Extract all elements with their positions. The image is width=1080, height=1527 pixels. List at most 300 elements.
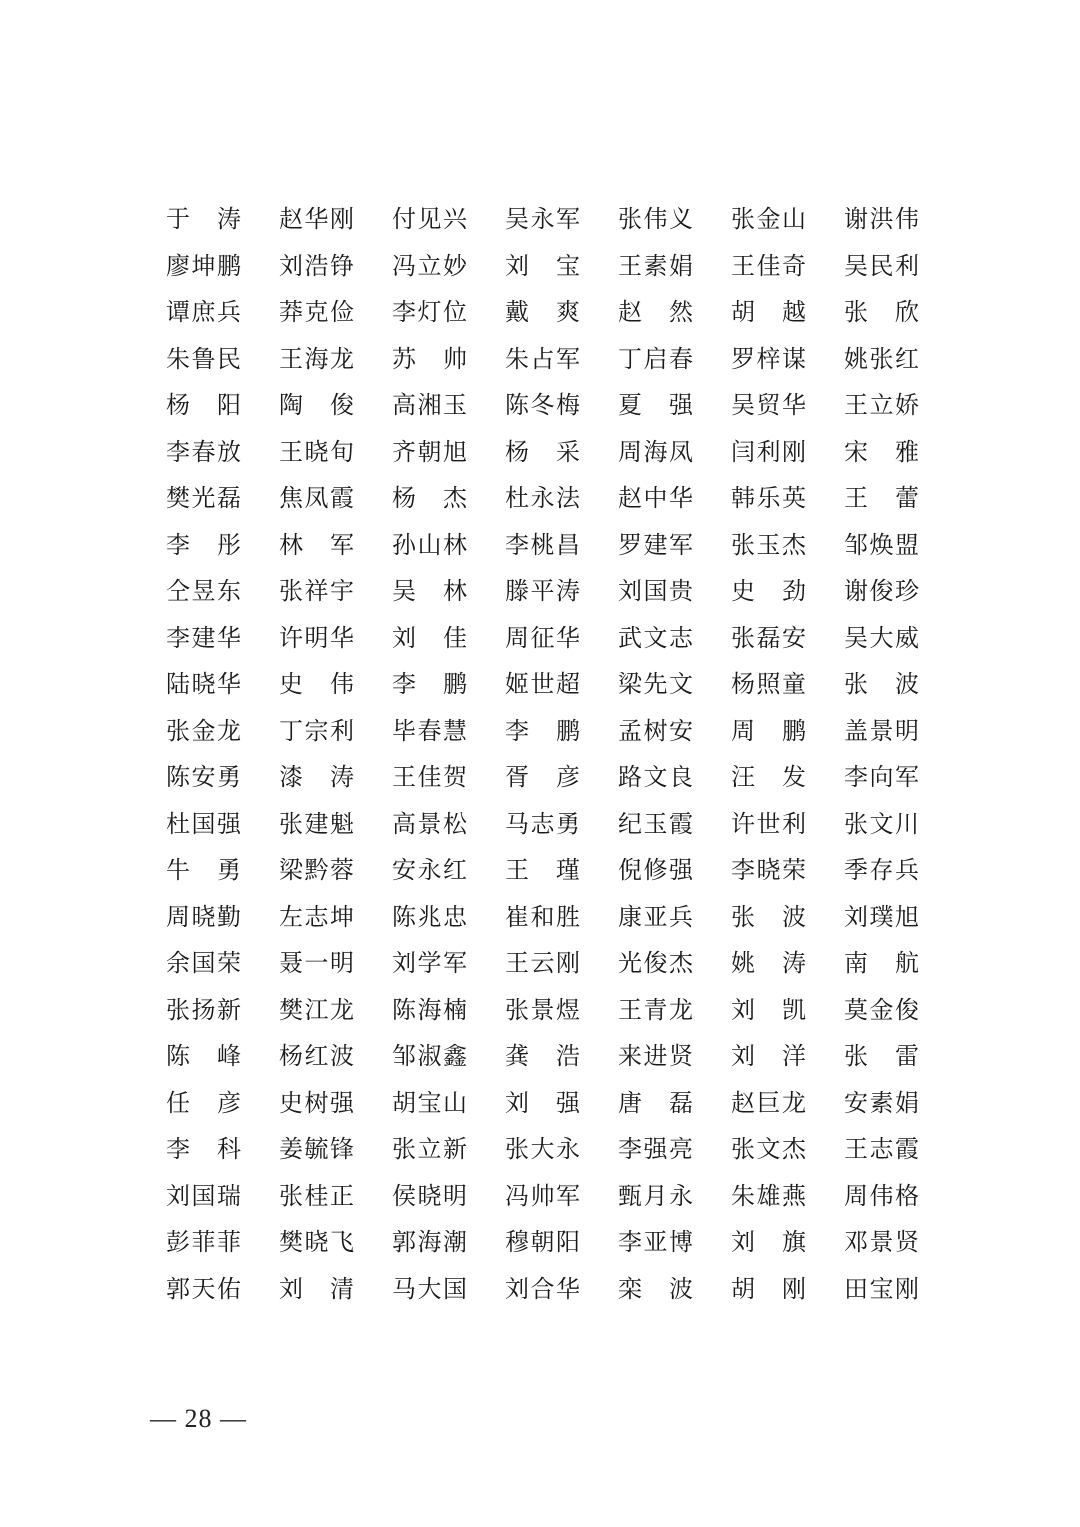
name-entry: [505, 847, 618, 893]
name-text: 张 磊 安: [731, 623, 806, 652]
name-entry: [166, 1080, 279, 1126]
name-text: 夏 强: [618, 391, 693, 420]
name-text: 刘 宝: [505, 251, 580, 280]
name-entry: [279, 1080, 392, 1126]
name-text: 陆 晓 华: [166, 670, 241, 699]
name-entry: [505, 1173, 618, 1219]
name-text: 周 海 凤: [618, 437, 693, 466]
name-text: 刘 璞 旭: [844, 902, 919, 931]
name-entry: [392, 196, 505, 242]
name-entry: [166, 1219, 279, 1265]
name-text: 胡 刚: [731, 1274, 806, 1303]
name-entry: [844, 289, 957, 335]
name-text: 张 金 龙: [166, 716, 241, 745]
name-text: 安 素 娟: [844, 1088, 919, 1117]
name-entry: [279, 1126, 392, 1172]
name-text: 南 航: [844, 949, 919, 978]
name-entry: [844, 243, 957, 289]
name-text: 滕 平 涛: [505, 577, 580, 606]
name-entry: [505, 1126, 618, 1172]
name-text: 朱 鲁 民: [166, 344, 241, 373]
name-text: 胡 越: [731, 298, 806, 327]
name-text: 宋 雅: [844, 437, 919, 466]
name-text: 李 鹏: [392, 670, 467, 699]
name-text: 李 春 放: [166, 437, 241, 466]
name-entry: [844, 708, 957, 754]
name-entry: [392, 336, 505, 382]
name-row: [166, 661, 926, 708]
name-entry: [392, 1033, 505, 1079]
name-entry: [392, 708, 505, 754]
name-text: 左 志 坤: [279, 902, 354, 931]
name-entry: [279, 847, 392, 893]
name-entry: [166, 894, 279, 940]
name-row: [166, 1033, 926, 1080]
name-text: 李 鹏: [505, 716, 580, 745]
name-entry: [392, 894, 505, 940]
name-text: 史 劲: [731, 577, 806, 606]
name-entry: [392, 429, 505, 475]
name-text: 朱 雄 燕: [731, 1181, 806, 1210]
name-entry: [731, 1219, 844, 1265]
name-entry: [618, 661, 731, 707]
name-entry: [279, 1219, 392, 1265]
name-entry: [166, 336, 279, 382]
name-entry: [618, 475, 731, 521]
name-text: 李 灯 位: [392, 298, 467, 327]
name-entry: [279, 801, 392, 847]
name-text: 邹 焕 盟: [844, 530, 919, 559]
name-entry: [844, 196, 957, 242]
name-text: 杜 永 法: [505, 484, 580, 513]
name-text: 崔 和 胜: [505, 902, 580, 931]
name-entry: [392, 1173, 505, 1219]
name-text: 吴 林: [392, 577, 467, 606]
name-entry: [392, 475, 505, 521]
name-text: 戴 爽: [505, 298, 580, 327]
name-text: 余 国 荣: [166, 949, 241, 978]
name-row: [166, 1126, 926, 1173]
name-entry: [166, 196, 279, 242]
name-text: 张 波: [731, 902, 806, 931]
name-text: 焦 凤 霞: [279, 484, 354, 513]
name-entry: [844, 661, 957, 707]
name-entry: [166, 1266, 279, 1312]
name-row: [166, 754, 926, 801]
name-entry: [166, 1033, 279, 1079]
name-entry: [279, 1173, 392, 1219]
name-entry: [618, 1266, 731, 1312]
name-text: 张 波: [844, 670, 919, 699]
name-entry: [844, 382, 957, 428]
name-text: 高 湘 玉: [392, 391, 467, 420]
name-entry: [618, 1126, 731, 1172]
name-text: 张 雷: [844, 1042, 919, 1071]
name-entry: [505, 615, 618, 661]
name-text: 王 立 娇: [844, 391, 919, 420]
name-entry: [279, 522, 392, 568]
name-entry: [279, 382, 392, 428]
name-text: 张 欣: [844, 298, 919, 327]
name-entry: [279, 475, 392, 521]
name-entry: [505, 1266, 618, 1312]
name-text: 胡 宝 山: [392, 1088, 467, 1117]
name-entry: [844, 894, 957, 940]
name-text: 龚 浩: [505, 1042, 580, 1071]
name-text: 刘 旗: [731, 1228, 806, 1257]
name-entry: [505, 894, 618, 940]
name-entry: [618, 196, 731, 242]
name-entry: [731, 661, 844, 707]
name-entry: [618, 568, 731, 614]
name-text: 刘 国 瑞: [166, 1181, 241, 1210]
name-text: 杨 杰: [392, 484, 467, 513]
name-text: 姜 毓 锋: [279, 1135, 354, 1164]
name-row: [166, 1080, 926, 1127]
name-text: 王 志 霞: [844, 1135, 919, 1164]
name-entry: [618, 615, 731, 661]
name-text: 付 见 兴: [392, 205, 467, 234]
name-text: 仝 昱 东: [166, 577, 241, 606]
name-entry: [279, 568, 392, 614]
name-entry: [731, 568, 844, 614]
name-row: [166, 1173, 926, 1220]
name-text: 侯 晓 明: [392, 1181, 467, 1210]
name-text: 倪 修 强: [618, 856, 693, 885]
name-entry: [392, 987, 505, 1033]
name-text: 武 文 志: [618, 623, 693, 652]
name-row: [166, 1266, 926, 1313]
name-entry: [392, 615, 505, 661]
name-entry: [731, 801, 844, 847]
name-text: 马 志 勇: [505, 809, 580, 838]
name-text: 莽 克 俭: [279, 298, 354, 327]
name-row: [166, 568, 926, 615]
name-text: 张 景 煜: [505, 995, 580, 1024]
name-entry: [618, 336, 731, 382]
name-entry: [731, 615, 844, 661]
name-entry: [618, 940, 731, 986]
name-text: 漆 涛: [279, 763, 354, 792]
name-text: 吴 大 威: [844, 623, 919, 652]
name-entry: [279, 243, 392, 289]
name-text: 朱 占 军: [505, 344, 580, 373]
name-entry: [844, 801, 957, 847]
name-text: 丁 启 春: [618, 344, 693, 373]
name-text: 田 宝 刚: [844, 1274, 919, 1303]
name-text: 罗 建 军: [618, 530, 693, 559]
name-entry: [731, 894, 844, 940]
name-entry: [505, 987, 618, 1033]
name-entry: [505, 336, 618, 382]
name-text: 赵 中 华: [618, 484, 693, 513]
name-row: [166, 382, 926, 429]
name-entry: [844, 475, 957, 521]
name-text: 周 鹏: [731, 716, 806, 745]
name-text: 王 蕾: [844, 484, 919, 513]
name-text: 王 晓 旬: [279, 437, 354, 466]
name-entry: [392, 243, 505, 289]
name-text: 丁 宗 利: [279, 716, 354, 745]
name-entry: [844, 1033, 957, 1079]
name-text: 胥 彦: [505, 763, 580, 792]
name-entry: [731, 987, 844, 1033]
name-entry: [844, 1219, 957, 1265]
name-entry: [505, 1219, 618, 1265]
name-entry: [166, 754, 279, 800]
name-text: 彭 菲 菲: [166, 1228, 241, 1257]
name-entry: [844, 754, 957, 800]
name-entry: [279, 336, 392, 382]
name-text: 樊 江 龙: [279, 995, 354, 1024]
name-text: 姚 涛: [731, 949, 806, 978]
name-text: 李 科: [166, 1135, 241, 1164]
name-list-grid: [166, 196, 926, 1312]
name-entry: [618, 847, 731, 893]
name-text: 张 文 川: [844, 809, 919, 838]
name-row: [166, 708, 926, 755]
name-entry: [505, 568, 618, 614]
name-text: 任 彦: [166, 1088, 241, 1117]
name-text: 杨 阳: [166, 391, 241, 420]
name-text: 李 建 华: [166, 623, 241, 652]
name-entry: [166, 243, 279, 289]
name-entry: [392, 1219, 505, 1265]
name-text: 姚 张 红: [844, 344, 919, 373]
name-entry: [844, 940, 957, 986]
name-text: 陈 冬 梅: [505, 391, 580, 420]
name-entry: [844, 1080, 957, 1126]
name-entry: [166, 661, 279, 707]
name-text: 来 进 贤: [618, 1042, 693, 1071]
name-row: [166, 940, 926, 987]
name-text: 聂 一 明: [279, 949, 354, 978]
name-entry: [279, 987, 392, 1033]
name-entry: [279, 615, 392, 661]
name-entry: [505, 196, 618, 242]
name-text: 刘 洋: [731, 1042, 806, 1071]
name-text: 王 佳 奇: [731, 251, 806, 280]
name-text: 邹 淑 鑫: [392, 1042, 467, 1071]
name-entry: [279, 940, 392, 986]
name-entry: [166, 940, 279, 986]
name-text: 高 景 松: [392, 809, 467, 838]
name-entry: [166, 568, 279, 614]
name-text: 康 亚 兵: [618, 902, 693, 931]
name-text: 牛 勇: [166, 856, 241, 885]
name-text: 王 海 龙: [279, 344, 354, 373]
name-entry: [505, 243, 618, 289]
name-text: 郭 天 佑: [166, 1274, 241, 1303]
name-entry: [505, 429, 618, 475]
name-entry: [618, 1173, 731, 1219]
name-entry: [731, 429, 844, 475]
name-text: 许 明 华: [279, 623, 354, 652]
name-entry: [505, 801, 618, 847]
name-entry: [166, 847, 279, 893]
name-row: [166, 987, 926, 1034]
name-text: 张 祥 宇: [279, 577, 354, 606]
name-text: 郭 海 潮: [392, 1228, 467, 1257]
name-text: 张 伟 义: [618, 205, 693, 234]
name-text: 周 征 华: [505, 623, 580, 652]
name-entry: [505, 708, 618, 754]
name-text: 闫 利 刚: [731, 437, 806, 466]
name-text: 孟 树 安: [618, 716, 693, 745]
name-entry: [731, 847, 844, 893]
name-text: 李 彤: [166, 530, 241, 559]
name-text: 史 伟: [279, 670, 354, 699]
name-text: 张 扬 新: [166, 995, 241, 1024]
name-entry: [279, 894, 392, 940]
name-text: 陈 兆 忠: [392, 902, 467, 931]
name-row: [166, 289, 926, 336]
name-text: 廖 坤 鹏: [166, 251, 241, 280]
name-entry: [731, 1033, 844, 1079]
name-entry: [844, 336, 957, 382]
name-text: 林 军: [279, 530, 354, 559]
name-entry: [392, 754, 505, 800]
name-entry: [392, 568, 505, 614]
name-entry: [279, 429, 392, 475]
name-text: 安 永 红: [392, 856, 467, 885]
name-entry: [392, 1080, 505, 1126]
name-entry: [844, 568, 957, 614]
name-row: [166, 801, 926, 848]
name-entry: [392, 801, 505, 847]
name-entry: [844, 847, 957, 893]
name-entry: [731, 940, 844, 986]
name-text: 刘 合 华: [505, 1274, 580, 1303]
name-text: 李 桃 昌: [505, 530, 580, 559]
name-text: 李 晓 荣: [731, 856, 806, 885]
name-row: [166, 847, 926, 894]
name-text: 王 青 龙: [618, 995, 693, 1024]
name-text: 邓 景 贤: [844, 1228, 919, 1257]
name-entry: [618, 708, 731, 754]
name-entry: [731, 1266, 844, 1312]
name-text: 冯 帅 军: [505, 1181, 580, 1210]
name-text: 梁 黔 蓉: [279, 856, 354, 885]
name-text: 周 晓 勤: [166, 902, 241, 931]
name-entry: [618, 987, 731, 1033]
name-entry: [279, 1033, 392, 1079]
name-text: 张 文 杰: [731, 1135, 806, 1164]
name-text: 张 立 新: [392, 1135, 467, 1164]
name-row: [166, 615, 926, 662]
name-text: 吴 贸 华: [731, 391, 806, 420]
name-text: 樊 光 磊: [166, 484, 241, 513]
name-text: 刘 佳: [392, 623, 467, 652]
name-text: 刘 浩 铮: [279, 251, 354, 280]
name-entry: [731, 289, 844, 335]
name-entry: [505, 522, 618, 568]
name-entry: [166, 289, 279, 335]
name-text: 樊 晓 飞: [279, 1228, 354, 1257]
name-text: 李 亚 博: [618, 1228, 693, 1257]
name-text: 刘 学 军: [392, 949, 467, 978]
name-row: [166, 522, 926, 569]
name-text: 路 文 良: [618, 763, 693, 792]
name-text: 李 强 亮: [618, 1135, 693, 1164]
name-text: 陈 安 勇: [166, 763, 241, 792]
name-text: 赵 然: [618, 298, 693, 327]
name-entry: [505, 475, 618, 521]
name-text: 许 世 利: [731, 809, 806, 838]
name-entry: [279, 754, 392, 800]
name-text: 罗 梓 谋: [731, 344, 806, 373]
name-entry: [392, 1126, 505, 1172]
name-entry: [618, 1080, 731, 1126]
name-text: 光 俊 杰: [618, 949, 693, 978]
name-entry: [279, 661, 392, 707]
name-entry: [844, 1266, 957, 1312]
name-text: 张 桂 正: [279, 1181, 354, 1210]
name-entry: [279, 1266, 392, 1312]
name-text: 陈 峰: [166, 1042, 241, 1071]
name-text: 张 大 永: [505, 1135, 580, 1164]
name-text: 莫 金 俊: [844, 995, 919, 1024]
name-text: 陈 海 楠: [392, 995, 467, 1024]
name-text: 孙 山 林: [392, 530, 467, 559]
name-text: 苏 帅: [392, 344, 467, 373]
name-text: 刘 国 贵: [618, 577, 693, 606]
name-entry: [505, 289, 618, 335]
name-text: 刘 清: [279, 1274, 354, 1303]
name-text: 张 玉 杰: [731, 530, 806, 559]
name-entry: [731, 475, 844, 521]
name-entry: [392, 940, 505, 986]
name-text: 毕 春 慧: [392, 716, 467, 745]
name-entry: [505, 940, 618, 986]
name-entry: [618, 754, 731, 800]
name-entry: [279, 289, 392, 335]
name-text: 吴 民 利: [844, 251, 919, 280]
name-text: 谢 洪 伟: [844, 205, 919, 234]
name-text: 李 向 军: [844, 763, 919, 792]
name-text: 史 树 强: [279, 1088, 354, 1117]
name-text: 张 建 魁: [279, 809, 354, 838]
name-entry: [844, 429, 957, 475]
name-entry: [166, 382, 279, 428]
name-row: [166, 475, 926, 522]
name-entry: [505, 1033, 618, 1079]
name-text: 赵 华 刚: [279, 205, 354, 234]
page-number: — 28 —: [150, 1404, 247, 1433]
name-entry: [618, 382, 731, 428]
name-entry: [166, 1173, 279, 1219]
name-text: 于 涛: [166, 205, 241, 234]
name-text: 赵 巨 龙: [731, 1088, 806, 1117]
name-text: 刘 凯: [731, 995, 806, 1024]
name-text: 王 云 刚: [505, 949, 580, 978]
name-entry: [279, 196, 392, 242]
name-row: [166, 429, 926, 476]
name-text: 栾 波: [618, 1274, 693, 1303]
name-entry: [166, 987, 279, 1033]
name-entry: [392, 847, 505, 893]
name-text: 唐 磊: [618, 1088, 693, 1117]
name-entry: [618, 429, 731, 475]
name-row: [166, 243, 926, 290]
name-entry: [731, 708, 844, 754]
name-entry: [618, 894, 731, 940]
name-entry: [392, 382, 505, 428]
name-entry: [731, 754, 844, 800]
name-text: 纪 玉 霞: [618, 809, 693, 838]
name-row: [166, 336, 926, 383]
name-entry: [731, 1173, 844, 1219]
